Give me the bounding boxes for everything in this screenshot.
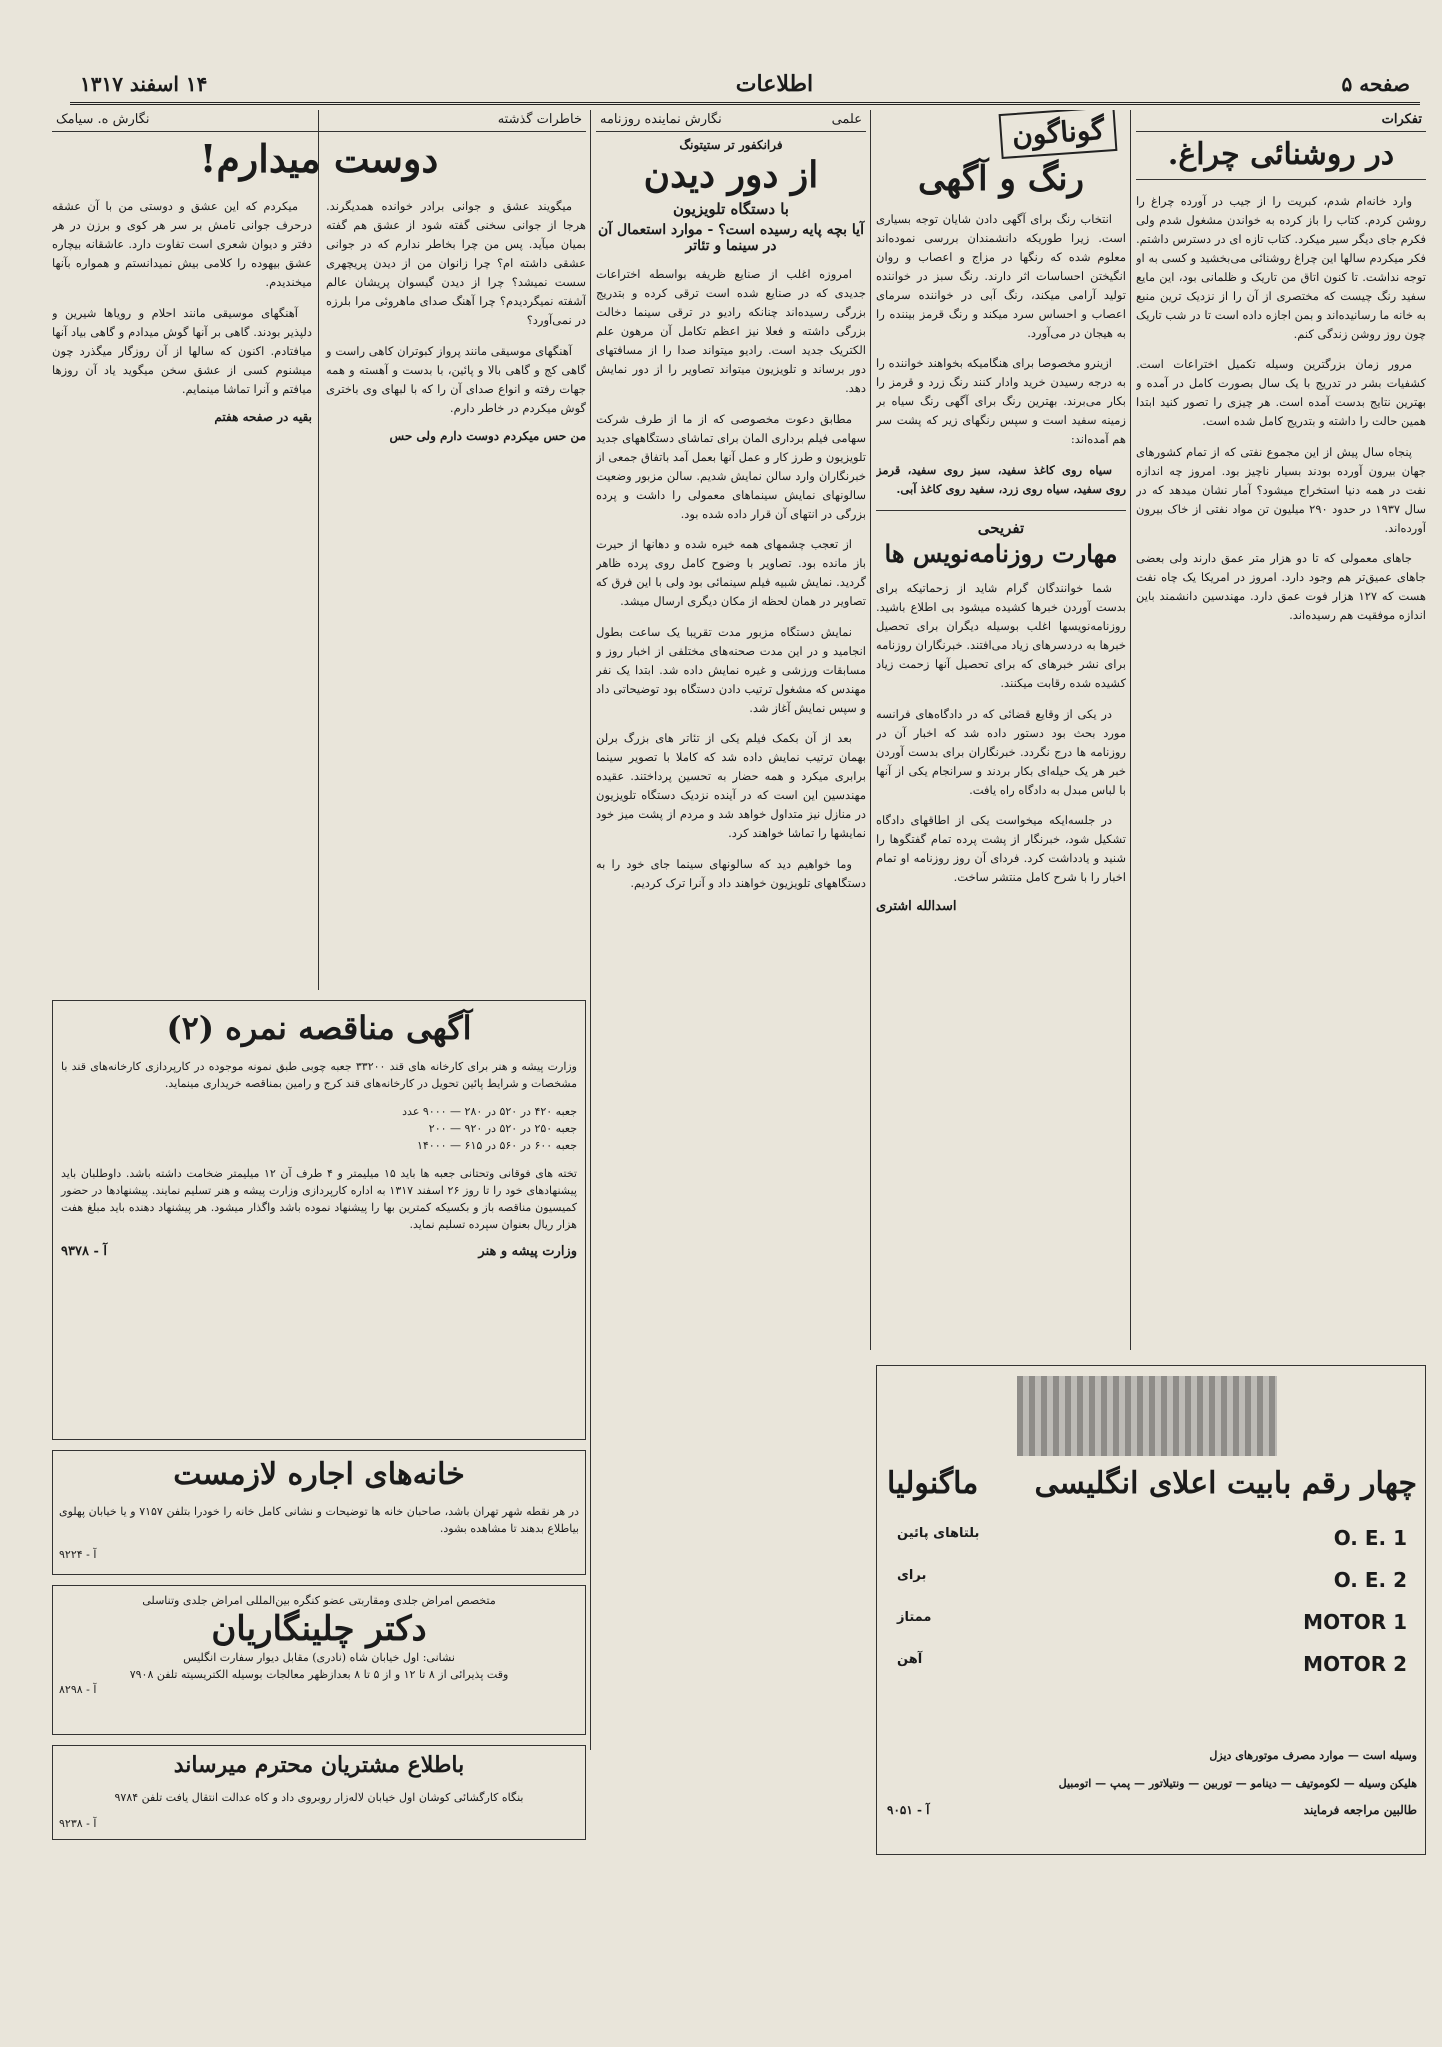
article-paragraph: آهنگهای موسیقی مانند پرواز کبوتران کاهی راست و گاهی کج و گاهی بالا و پائین، با بدست و آهسته و همه جهات رفته و انواع صدای آن را که با لبهای وی باختری گوش میکردم در خاطر دارم. <box>326 343 586 415</box>
color-list: سیاه روی کاغذ سفید، سبز روی سفید، قرمز روی سفید، سیاه روی زرد، سفید روی کاغذ آبی. <box>876 462 1126 496</box>
article-title: رنگ و آگهی <box>917 159 1085 199</box>
item-row: جعبه ۴۲۰ در ۵۲۰ در ۲۸۰ — ۹۰۰۰ عدد <box>402 1105 577 1118</box>
article-paragraph: از تعجب چشمهای همه خیره شده و دهانها از حیرت باز مانده بود. تصاویر با وضوح کامل روی پرده ظاهر گردید. نمایش شبیه فیلم سینمائی بود ولی با این فرق که تصاویر در همان لحظه از مکان دیگری ارسال میشد. <box>596 537 866 609</box>
ad-text: بنگاه کارگشائی کوشان اول خیابان لاله‌زار روبروی داد و کاه عدالت انتقال یافت تلفن ۹۷۸۴ <box>114 1791 524 1804</box>
ad-signature: وزارت پیشه و هنر <box>478 1244 577 1259</box>
ad-uses: وسیله است — موارد مصرف موتورهای دیزل <box>1209 1749 1417 1762</box>
ad-headline: چهار رقم بابیت اعلای انگلیسی <box>1034 1466 1417 1501</box>
continued-note: بقیه در صفحه هفتم <box>214 410 312 425</box>
section-label: تفریحی <box>977 519 1025 538</box>
grade-note: بلتاهای پائین <box>897 1526 980 1541</box>
column-header <box>52 110 586 132</box>
grade-name: MOTOR 2 <box>1303 1652 1407 1676</box>
grade-list <box>897 1526 1407 1676</box>
article-paragraph: در یکی از وقایع قضائی که در دادگاه‌های فرانسه مورد بحث بود دستور داده شد که اخبار آن در روزنامه ها درج نگردد. خبرنگاران برای بدست آوردن خبر هر یک حیله‌ای بکار بردند و سرانجام یکی از آنها با لباس مبدل به دادگاه راه یافت. <box>876 706 1126 797</box>
issue-date: ۱۴ اسفند ۱۳۱۷ <box>80 72 208 96</box>
section-label: علمی <box>831 112 862 127</box>
ad-contact: طالبین مراجعه فرمایند <box>1303 1803 1417 1817</box>
ad-title: آگهی مناقصه نمره (۲) <box>166 1009 472 1047</box>
ad-text: وزارت پیشه و هنر برای کارخانه های قند ۳۳۲۰۰ جعبه چوبی طبق نمونه موجوده در کارپردازی کارخانه‌های قند با مشخصات و شرایط پائین تحویل در کارخانه‌های قند کرج و رامین بمناقصه خریداری مینماید. <box>61 1060 577 1090</box>
byline: نگارش نماینده روزنامه <box>600 112 722 127</box>
article-paragraph: امروزه اغلب از صنایع ظریفه بواسطه اختراعات جدیدی که در صنایع شده است ترقی کرده و بتدریج بزرگی رسیده‌اند چنانکه رادیو در ترقی سینما دخالت بزرگی داشته و فعلا نیز اعظم تکامل آن مرهون علم الکتریک جدید است. رادیو میتواند صدا را از مسافتهای دور برساند و تلویزیون میتواند تصاویر را از دور نمایش دهد. <box>596 267 866 396</box>
column-rule <box>1130 110 1131 1350</box>
article-paragraph: نمایش دستگاه مزبور مدت تقریبا یک ساعت بطول انجامید و در این مدت صحنه‌های مختلفی از اخبار روز و مسابقات ورزشی و غیره نمایش داده شد. ابتدا یک نفر مهندس که مشغول ترتیب دادن دستگاه بود توضیحاتی داد و سپس نمایش آغاز شد. <box>596 624 866 715</box>
article-paragraph: وما خواهیم دید که سالونهای سینما جای خود را به دستگاههای تلویزیون خواهند داد و آنرا ترک کردیم. <box>596 856 866 890</box>
article-ending: من حس میکردم دوست دارم ولی حس <box>389 429 586 444</box>
article-paragraph: جاهای معمولی که تا دو هزار متر عمق دارند ولی بعضی جاهای عمیق‌تر هم وجود دارد. امروز در امریکا یک چاه نفت هست که ۱۲۷ هزار فوت عمق دارد. مهندسین دانشمند باین اندازه موفقیت هم رسیده‌اند. <box>1136 551 1426 622</box>
doctor-hours: وقت پذیرائی از ۸ تا ۱۲ و از ۵ تا ۸ بعدازظهر معالجات بوسیله الکتریسیته تلفن ۷۹۰۸ <box>129 1668 509 1681</box>
article-paragraph: انتخاب رنگ برای آگهی دادن شایان توجه بسیاری است. زیرا طوریکه دانشمندان بررسی نموده‌اند معلوم شده که رنگها در مزاج و اعصاب و روان انگیختن احساسات اثر دارند. رنگ سبز در خواننده تولید آرامی میکند، رنگ آبی در خواننده سرمای اعصاب و احساس سرد میکند و رنگ قرمز بیننده را به هیجان در می‌آورد. <box>876 211 1126 340</box>
section-label: خاطرات گذشته <box>497 112 582 127</box>
article-paragraph: پنجاه سال پیش از این مجموع نفتی که از تمام کشورهای جهان بیرون آورده بودند بسیار ناچیز بود. امروز چه اندازه نفت در همه دنیا استخراج میشود؟ آمار نشان میدهد که در سال ۱۹۳۷ در حدود ۲۹۰ میلیون تن مواد نفتی از خاک بیرون آورده‌اند. <box>1136 444 1426 535</box>
ad-title: باطلاع مشتریان محترم میرساند <box>173 1752 465 1778</box>
column-memories <box>52 110 586 990</box>
grade-note: آهن <box>897 1652 923 1667</box>
divider <box>1136 179 1426 180</box>
column-reflections <box>1136 110 1426 1360</box>
page-number: صفحه ۵ <box>1341 72 1410 96</box>
article-paragraph: مطابق دعوت مخصوصی که از ما از طرف شرکت سهامی فیلم برداری المان برای تماشای دستگاههای جدید تلویزیون و طرز کار و عمل آنها بعمل آمد باتفاق جمعی از خبرنگاران وارد سالن نمایش شدیم. سالن مزبور وضعیت سالونهای نمایش سینماهای معمولی را داشت و پرده بزرگی در انتهای آن قرار داده شده بود. <box>596 411 866 521</box>
ad-headline-row <box>887 1466 1417 1501</box>
product-illustration <box>1017 1376 1277 1456</box>
column-header <box>596 110 866 132</box>
masthead <box>70 66 1420 105</box>
ad-code: آ - ۹۳۷۸ <box>61 1244 107 1259</box>
rent-ad <box>52 1450 586 1575</box>
article-subtitle: آیا بچه پایه رسیده است؟ - موارد استعمال آن در سینما و تئاتر <box>598 221 864 254</box>
grade-name: MOTOR 1 <box>1303 1610 1407 1634</box>
grade-name: O. E. 1 <box>1333 1526 1407 1550</box>
section-label: تفکرات <box>1381 112 1422 127</box>
ad-body <box>887 1736 1417 1817</box>
article-paragraph: وارد خانه‌ام شدم، کبریت را از جیب در آورده چراغ را روشن کردم. کتاب را باز کرده به خواندن مشغول شدم ولی فکرم جای دیگر سیر میکرد. کتاب تازه ای در دسترس داشتم. فکر میکردم سالها این چراغ روشنائی می‌بخشید و کسی به او توجه نداشت. تا کنون اتاق من تاریک و ظلمانی بود، این مایع سفید رنگ چیست که مختصری از آن را از نزدیک ترین منبع به خانه ما رسانیده‌اند و بمن اجازه داده است تا در شب تاریک چون روز روشن زندگی کنم. <box>1136 193 1426 341</box>
grade-row <box>897 1652 1407 1676</box>
article-subcolumn <box>326 186 586 444</box>
article-paragraph: آهنگهای موسیقی مانند احلام و رویاها شیرین و دلپذیر بودند. گاهی بر آنها گوش میدادم و گاهی بیاد آنها میافتادم. اکنون که سالها از آن روزگار میگذرد چون میشنوم کسی از عشق سخن میگوید یاد آن روزها میافتم و آنرا تماشا مینمایم. <box>52 305 312 396</box>
ad-code: آ - ۹۲۳۸ <box>59 1817 97 1830</box>
column-header <box>1136 110 1426 132</box>
paper-name: اطلاعات <box>735 71 814 97</box>
article-paragraph: ازینرو مخصوصا برای هنگامیکه بخواهند خواننده را به درجه رسیدن خرید وادار کنند رنگ زرد و قرمز را بکار می‌برند. بهترین رنگ برای آگهی رنگ سیاه بر زمینه سفید است و سپس رنگهای زیر که پشت سر هم آمده‌اند: <box>876 356 1126 447</box>
article-subtitle: با دستگاه تلویزیون <box>673 199 789 218</box>
grade-row <box>897 1610 1407 1634</box>
grade-row <box>897 1526 1407 1550</box>
article-subcolumn <box>52 186 312 444</box>
grade-row <box>897 1568 1407 1592</box>
doctor-address: نشانی: اول خیابان شاه (نادری) مقابل دیوار سفارت انگلیس <box>183 1651 455 1664</box>
article-body <box>52 186 586 444</box>
article-paragraph: شما خوانندگان گرام شاید از زحماتیکه برای بدست آوردن خبرها کشیده میشود بی اطلاع باشید. روزنامه‌نویسها اغلب بوسیله دیگران برای تحصیل خبرها به دردسرهای زیاد می‌افتند. خبرنگاران روزنامه برای نشر خبرهای که برای تحصیل آنها زحمت زیاد کشیده شده رقابت میکنند. <box>876 581 1126 691</box>
magnolia-ad <box>876 1365 1426 1855</box>
article-title: در روشنائی چراغ. <box>1167 137 1395 172</box>
ad-code: آ - ۹۲۲۴ <box>59 1548 97 1561</box>
ad-text: در هر نقطه شهر تهران باشد، صاحبان خانه ها توضیحات و نشانی کامل خانه را خودرا بتلفن ۷۱۵۷ و یا خیابان پهلوی بیاطلاع بدهند تا مشاهده بشود. <box>59 1505 579 1535</box>
grade-name: O. E. 2 <box>1333 1568 1407 1592</box>
source-kicker: فرانکفور تر ستیتونگ <box>679 138 783 152</box>
article-paragraph: بعد از آن بکمک فیلم یکی از تئاتر های بزرگ برلن بهمان ترتیب نمایش داده شد که کاملا با تصویر سینما برابری میکرد و همه حضار به تحسین پرداختند. عقیده مهندسین این است که در آینده نزدیک دستگاه تلویزیون در منازل نیز متداول خواهد شد و مردم از پشت میز خود نمایشها را تماشا خواهند کرد. <box>596 731 866 841</box>
ad-text: تخته های فوقانی وتحتانی جعبه ها باید ۱۵ میلیمتر و ۴ طرف آن ۱۲ میلیمتر ضخامت داشته باشد. داوطلبان باید پیشنهادهای خود را تا روز ۲۶ اسفند ۱۳۱۷ به اداره کارپردازی وزارت پیشه و هنر تسلیم نمایند. پیشنهادها در حضور کمیسیون مناقصه باز و بکسیکه کمترین بها را پیشنهاد نموده باشد واگذار میشود. هر پیشنهاد دهنده باید مبلغ هفت هزار ریال بعنوان سپرده تسلیم نماید. <box>61 1167 577 1231</box>
doctor-ad <box>52 1585 586 1735</box>
byline: نگارش ه. سیامک <box>56 112 150 127</box>
tender-ad <box>52 1000 586 1440</box>
article-title: مهارت روزنامه‌نویس ها <box>884 539 1118 569</box>
ad-footer <box>61 1244 577 1259</box>
column-misc <box>876 110 1126 1360</box>
ad-title: خانه‌های اجاره لازمست <box>173 1457 465 1492</box>
ad-list: هلیکن وسیله — لکوموتیف — دینامو — توربین — ونتیلاتور — پمپ — اتومبیل <box>1058 1777 1417 1790</box>
miscellany-logo: گوناگون <box>998 110 1117 159</box>
column-rule <box>870 110 871 1350</box>
notice-ad <box>52 1745 586 1840</box>
author-signature: اسدالله اشتری <box>876 898 957 914</box>
ad-footer <box>887 1803 1417 1817</box>
doctor-name: دکتر چلینگاریان <box>211 1609 427 1649</box>
divider <box>876 510 1126 511</box>
item-row: جعبه ۲۵۰ در ۵۲۰ در ۹۲۰ — ۲۰۰ <box>428 1122 577 1135</box>
doctor-specialty: متخصص امراض جلدی ومقاربتی عضو کنگره بین‌المللی امراض جلدی وتناسلی <box>142 1594 496 1607</box>
grade-note: برای <box>897 1568 927 1583</box>
column-rule <box>590 110 591 1750</box>
section-logo <box>876 110 1126 155</box>
brand-name: ماگنولیا <box>887 1466 979 1501</box>
ad-code: آ - ۸۲۹۸ <box>59 1683 97 1696</box>
ad-code: آ - ۹۰۵۱ <box>887 1803 930 1817</box>
article-paragraph: در جلسه‌ایکه میخواست یکی از اطاقهای دادگاه تشکیل شود، خبرنگار از پشت پرده تمام گفتگوها را شنید و یادداشت کرد. فردای آن روز روزنامه او تمام اخبار را با شرح کامل منتشر ساخت. <box>876 813 1126 885</box>
article-paragraph: میگویند عشق و جوانی برادر خوانده همدیگرند. هرجا از جوانی سخنی گفته شود از عشق هم گفته بمیان میآید. پس من چرا بخاطر ندارم که در جوانی عشقی داشته ام؟ چرا زانوان من از دیدن پریچهری سست نمیشد؟ چرا از دیدن گیسوان پریشان عالم آشفته نمیگردیدم؟ چرا آهنگ صدای ماهروئی مرا بلرزه در نمی‌آورد؟ <box>326 199 586 328</box>
item-row: جعبه ۶۰۰ در ۵۶۰ در ۶۱۵ — ۱۴۰۰۰ <box>416 1139 577 1152</box>
article-title: دوست میدارم! <box>199 136 439 181</box>
article-paragraph: مرور زمان بزرگترین وسیله تکمیل اختراعات است. کشفیات بشر در تدریج با یک سال بصورت کامل در آمده و بهترین نتایج بدست آمده است. هر چیزی را تصور کنید ابتدا همین حالت را داشته و بتدریج کامل شده است. <box>1136 357 1426 428</box>
article-paragraph: میکردم که این عشق و دوستی من با آن عشقه درحرف جوانی تامش بر سر هر کوی و برزن در هر دفتر و دیوان شعری است تفاوت دارد. عاشقانه بیچاره عشق بیهوده را کلامی بیش نمیدانستم و همواره بآنها میخندیدم. <box>52 199 312 290</box>
grade-note: ممتاز <box>897 1610 932 1625</box>
column-television <box>596 110 866 2030</box>
article-title: از دور دیدن <box>643 154 819 196</box>
